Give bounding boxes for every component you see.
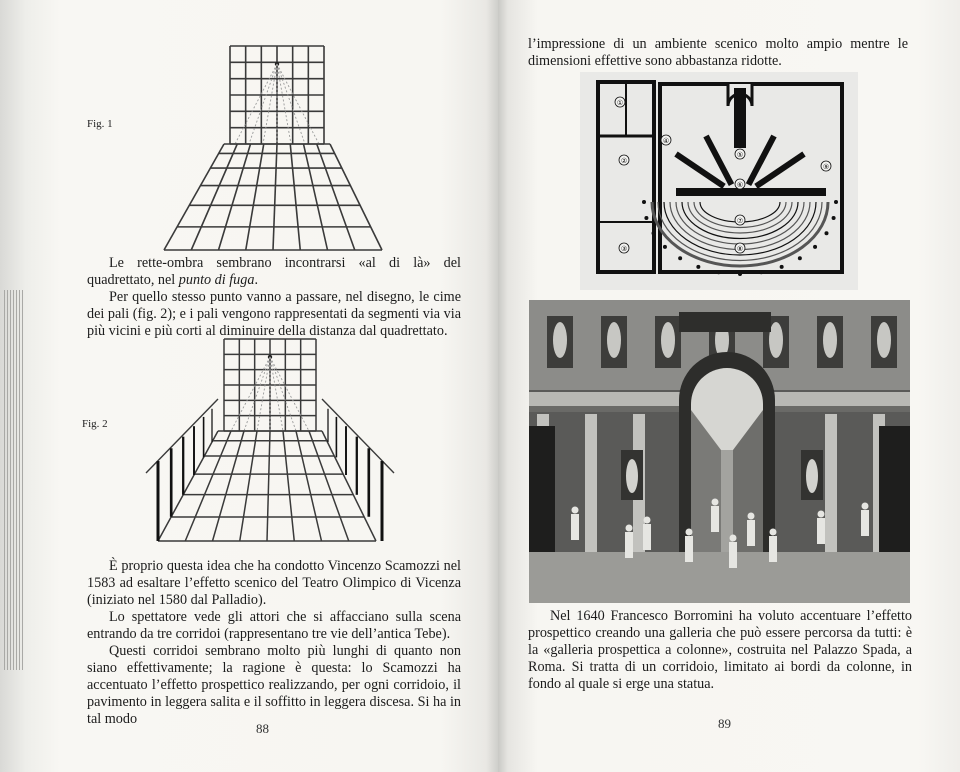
- actor: [769, 536, 777, 562]
- plan-column: [663, 245, 667, 249]
- stage-photo-drawing: [529, 300, 910, 603]
- statue: [661, 322, 675, 358]
- plan-marker-label: ②: [620, 157, 628, 165]
- shadow-ray: [244, 357, 270, 431]
- left-opening: [529, 426, 555, 556]
- lower-statue: [626, 459, 638, 493]
- plan-marker-label: ⑧: [736, 245, 744, 253]
- caption-fig1-text: Le rette-ombra sembrano incontrarsi «al di là» del quadrettato, nel: [87, 255, 461, 288]
- plan-column: [644, 216, 648, 220]
- actor-head: [572, 507, 579, 514]
- plan-column: [642, 200, 646, 204]
- shadow-ray: [231, 357, 270, 431]
- floor-grid-line: [309, 431, 349, 541]
- plan-column: [717, 270, 721, 274]
- plan-marker-label: ⑥: [736, 181, 744, 189]
- plan-column: [824, 231, 828, 235]
- shadow-ray: [270, 357, 296, 431]
- actor: [685, 536, 693, 562]
- actor-head: [730, 535, 737, 542]
- plan-column: [759, 270, 763, 274]
- plan-central-corridor: [734, 88, 746, 148]
- right-opening: [879, 426, 910, 556]
- caption-fig1-end: .: [254, 272, 259, 288]
- stage-photograph: [529, 300, 910, 603]
- statue: [877, 322, 891, 358]
- plan-marker-label: ③: [620, 245, 628, 253]
- column: [825, 414, 837, 554]
- paragraph-continuation-text: l’impressione di un ambiente scenico molto ampio mentre le dimensioni effettive sono abbastanza ridotte.: [528, 36, 908, 69]
- plan-column: [780, 265, 784, 269]
- floor-grid-line: [317, 144, 355, 250]
- shadow-ray: [257, 357, 270, 431]
- floor-grid-line: [185, 431, 231, 541]
- plan-marker-label: ①: [616, 99, 624, 107]
- paragraph-poles-text: Per quello stesso punto vanno a passare, nel disegno, le cime dei pali (fig. 2); e i pali vengono rappresentati da segmenti via via più vicini e più corti al diminuire della distanza dal quadrettato.: [87, 289, 461, 339]
- plan-column: [678, 256, 682, 260]
- inscription-panel: [679, 312, 771, 332]
- paragraph-continuation: [528, 36, 908, 70]
- caption-fig1-emphasis: punto di fuga: [178, 272, 255, 288]
- shadow-ray: [263, 64, 277, 144]
- paragraph-poles: [87, 289, 461, 340]
- actor: [711, 506, 719, 532]
- actor: [625, 532, 633, 558]
- actor: [729, 542, 737, 568]
- floor-grid-line: [283, 431, 294, 541]
- floor-grid-line: [273, 144, 277, 250]
- caption-fig1: [87, 255, 461, 289]
- paragraph-corridors: [87, 643, 461, 728]
- actor-head: [712, 499, 719, 506]
- plan-column: [834, 200, 838, 204]
- actor: [817, 518, 825, 544]
- shadow-ray: [277, 64, 319, 144]
- figure-1-label: Fig. 1: [87, 118, 113, 130]
- paragraph-scamozzi-text: È proprio questa idea che ha condotto Vincenzo Scamozzi nel 1583 ad esaltare l’effetto scenico del Teatro Olimpico di Vicenza (iniziato nel 1580 dal Palladio).: [87, 558, 461, 608]
- bleed-through-text: [90, 38, 93, 55]
- lower-statue: [806, 459, 818, 493]
- paragraph-corridors-text: Questi corridoi sembrano molto più lunghi di quanto non siano effettivamente; la ragione è questa: lo Scamozzi ha accentuato l’effetto prospettico realizzando, per ogni corridoio, il pavimento in leggera salita e il soffitto in leggera discesa. Si ha in tal modo: [87, 643, 461, 727]
- actor-head: [818, 511, 825, 518]
- plan-marker-label: ④: [662, 137, 670, 145]
- floor-grid-line: [158, 431, 218, 541]
- actor-head: [644, 517, 651, 524]
- plan-column: [813, 245, 817, 249]
- actor-head: [862, 503, 869, 510]
- shadow-ray: [270, 357, 309, 431]
- paragraph-spectator-text: Lo spettatore vede gli attori che si affacciano sulla scena entrando da tre corridoi (rappresentano tre vie dell’antica Tebe).: [87, 609, 461, 642]
- shadow-ray: [235, 64, 277, 144]
- figure-1-grid-drawing: [160, 40, 386, 256]
- shadow-ray: [277, 64, 305, 144]
- plan-column: [738, 272, 742, 276]
- floor-grid-line: [213, 431, 245, 541]
- actor: [643, 524, 651, 550]
- floor-grid-line: [296, 431, 322, 541]
- actor-head: [626, 525, 633, 532]
- shadow-ray: [277, 64, 291, 144]
- page-number-right: 89: [718, 716, 731, 731]
- paragraph-scamozzi: [87, 558, 461, 609]
- figure-2-poles-drawing: [140, 335, 400, 547]
- floor-grid-line: [246, 144, 264, 250]
- plan-column: [696, 265, 700, 269]
- paragraph-spectator: [87, 609, 461, 643]
- floor-plan-drawing: [580, 72, 858, 290]
- page-edges: [0, 290, 30, 670]
- shadow-ray: [270, 357, 283, 431]
- statue: [769, 322, 783, 358]
- plan-column: [832, 216, 836, 220]
- statue: [823, 322, 837, 358]
- plan-column: [652, 231, 656, 235]
- actor-head: [686, 529, 693, 536]
- plan-marker-label: ⑦: [736, 217, 744, 225]
- floor-grid-line: [304, 144, 328, 250]
- theatre-floor-plan: [580, 72, 858, 290]
- plan-marker-label: ⑨: [822, 163, 830, 171]
- actor: [861, 510, 869, 536]
- floor-grid-line: [240, 431, 257, 541]
- plan-stage-wall: [676, 188, 826, 196]
- paragraph-borromini: [528, 608, 912, 693]
- actor: [747, 520, 755, 546]
- shadow-ray: [249, 64, 277, 144]
- plan-marker-label: ⑤: [736, 151, 744, 159]
- actor-head: [770, 529, 777, 536]
- paragraph-borromini-text: Nel 1640 Francesco Borromini ha voluto accentuare l’effetto prospettico creando una galleria che può essere percorsa da tutti: è la «galleria prospettica a colonne», costruita nel Palazzo Spada, a Roma. Si tratta di un corridoio, limitato ai bordi da colonne, in fondo al quale si erge una statua.: [528, 608, 912, 692]
- statue: [553, 322, 567, 358]
- column: [585, 414, 597, 554]
- actor-head: [748, 513, 755, 520]
- floor-grid-line: [267, 431, 270, 541]
- actor: [571, 514, 579, 540]
- figure-2-label: Fig. 2: [82, 418, 108, 430]
- stage-floor: [529, 552, 910, 603]
- plan-column: [798, 256, 802, 260]
- floor-grid-line: [290, 144, 300, 250]
- floor-grid-line: [330, 144, 382, 250]
- page-number-left: 88: [256, 721, 269, 736]
- floor-grid-line: [219, 144, 251, 250]
- statue: [607, 322, 621, 358]
